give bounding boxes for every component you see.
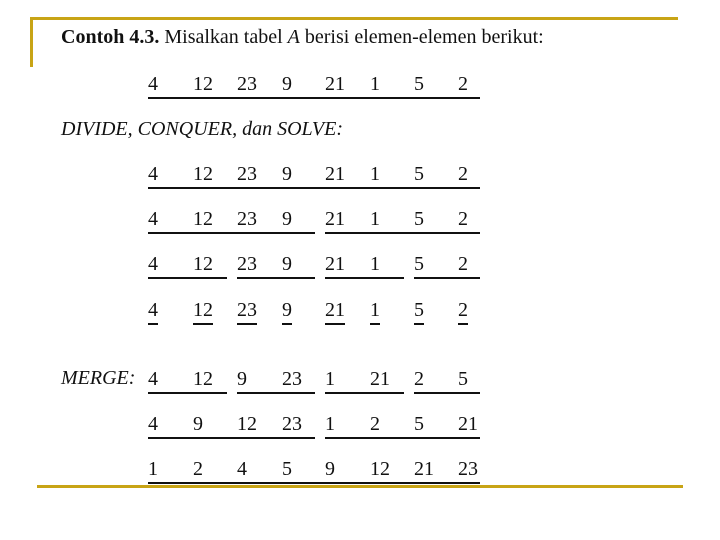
table-cell: 2 <box>193 458 203 480</box>
underline-group <box>282 323 292 325</box>
table-cell: 21 <box>325 163 345 185</box>
title-variable: A <box>287 26 300 48</box>
table-cell: 4 <box>148 413 158 435</box>
table-cell: 9 <box>282 163 292 185</box>
underline-group <box>148 437 315 439</box>
table-cell: 2 <box>458 208 468 230</box>
table-cell: 2 <box>370 413 380 435</box>
table-cell: 21 <box>414 458 434 480</box>
table-cell: 21 <box>458 413 478 435</box>
divide-row-2 <box>0 252 720 282</box>
table-cell: 9 <box>282 253 292 275</box>
table-cell: 1 <box>370 73 380 95</box>
table-cell: 2 <box>414 368 424 390</box>
table-cell: 1 <box>148 458 158 480</box>
underline-group <box>325 232 480 234</box>
underline-group <box>193 323 213 325</box>
underline-group <box>325 392 404 394</box>
table-cell: 12 <box>193 73 213 95</box>
table-cell: 21 <box>325 253 345 275</box>
underline-group <box>325 437 480 439</box>
table-cell: 9 <box>282 73 292 95</box>
title-text-after: berisi elemen-elemen berikut: <box>299 26 544 48</box>
title-text-before: Misalkan tabel <box>159 26 288 48</box>
table-cell: 2 <box>458 299 468 321</box>
table-cell: 23 <box>458 458 478 480</box>
table-cell: 23 <box>237 163 257 185</box>
table-cell: 12 <box>193 208 213 230</box>
table-cell: 4 <box>148 368 158 390</box>
table-cell: 5 <box>282 458 292 480</box>
underline-group <box>370 323 380 325</box>
underline-group <box>237 323 257 325</box>
table-cell: 4 <box>148 253 158 275</box>
underline-group <box>148 482 480 484</box>
table-cell: 1 <box>325 368 335 390</box>
table-cell: 12 <box>237 413 257 435</box>
table-cell: 1 <box>325 413 335 435</box>
table-cell: 4 <box>148 208 158 230</box>
divide-conquer-solve-label: DIVIDE, CONQUER, dan SOLVE: <box>61 118 344 140</box>
initial-array-row <box>0 72 720 102</box>
table-cell: 21 <box>325 208 345 230</box>
underline-group <box>148 323 158 325</box>
underline-group <box>237 392 315 394</box>
underline-group <box>148 277 227 279</box>
table-cell: 2 <box>458 73 468 95</box>
table-cell: 12 <box>193 368 213 390</box>
underline-group <box>148 232 315 234</box>
underline-group <box>325 277 404 279</box>
underline-group <box>325 323 345 325</box>
table-cell: 23 <box>282 368 302 390</box>
table-cell: 5 <box>414 299 424 321</box>
underline-group <box>414 392 480 394</box>
table-cell: 23 <box>237 253 257 275</box>
example-title <box>61 26 544 49</box>
table-cell: 5 <box>458 368 468 390</box>
merge-label: MERGE: <box>61 367 136 389</box>
table-cell: 9 <box>282 208 292 230</box>
table-cell: 9 <box>193 413 203 435</box>
table-cell: 21 <box>370 368 390 390</box>
underline-group <box>414 277 480 279</box>
table-cell: 5 <box>414 73 424 95</box>
merge-row-0 <box>0 367 720 397</box>
table-cell: 1 <box>370 163 380 185</box>
underline-group <box>414 323 424 325</box>
table-cell: 5 <box>414 163 424 185</box>
merge-row-1 <box>0 412 720 442</box>
table-cell: 12 <box>193 299 213 321</box>
table-cell: 21 <box>325 73 345 95</box>
divide-row-1 <box>0 207 720 237</box>
table-cell: 23 <box>237 73 257 95</box>
table-cell: 9 <box>282 299 292 321</box>
table-cell: 2 <box>458 253 468 275</box>
table-cell: 9 <box>237 368 247 390</box>
table-cell: 2 <box>458 163 468 185</box>
table-cell: 23 <box>237 299 257 321</box>
table-cell: 5 <box>414 253 424 275</box>
table-cell: 4 <box>148 299 158 321</box>
table-cell: 12 <box>193 163 213 185</box>
underline-group <box>148 187 480 189</box>
table-cell: 12 <box>193 253 213 275</box>
table-cell: 1 <box>370 253 380 275</box>
merge-row-2 <box>0 457 720 487</box>
frame-top-border <box>30 17 678 20</box>
table-cell: 23 <box>282 413 302 435</box>
table-cell: 4 <box>148 73 158 95</box>
table-cell: 23 <box>237 208 257 230</box>
example-number: Contoh 4.3. <box>61 26 160 48</box>
table-cell: 4 <box>148 163 158 185</box>
underline-group <box>148 97 480 99</box>
table-cell: 21 <box>325 299 345 321</box>
table-cell: 1 <box>370 208 380 230</box>
underline-group <box>458 323 468 325</box>
frame-left-border <box>30 17 33 67</box>
divide-row-3 <box>0 298 720 328</box>
underline-group <box>148 392 227 394</box>
table-cell: 1 <box>370 299 380 321</box>
table-cell: 5 <box>414 208 424 230</box>
divide-row-0 <box>0 162 720 192</box>
table-cell: 9 <box>325 458 335 480</box>
table-cell: 5 <box>414 413 424 435</box>
table-cell: 4 <box>237 458 247 480</box>
underline-group <box>237 277 315 279</box>
table-cell: 12 <box>370 458 390 480</box>
